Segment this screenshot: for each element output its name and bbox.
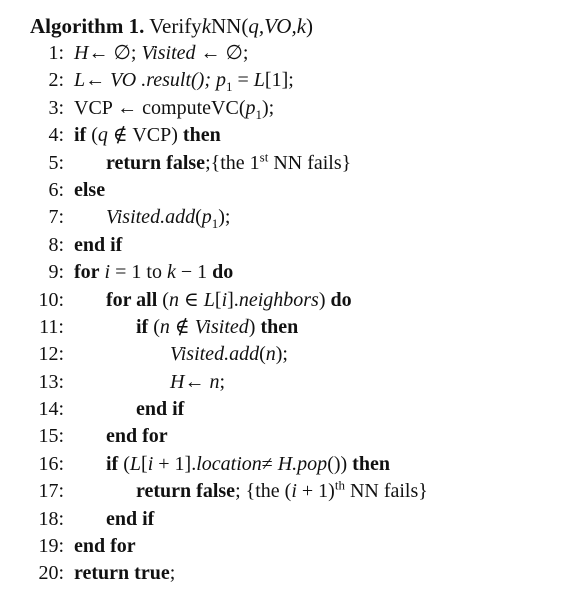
code-token: th bbox=[334, 477, 345, 493]
algorithm-line bbox=[30, 451, 560, 478]
line-code bbox=[106, 423, 168, 450]
algorithm-line bbox=[30, 478, 560, 505]
algorithm-line bbox=[30, 122, 560, 149]
code-token: 1 bbox=[211, 216, 219, 232]
code-token: else bbox=[74, 178, 106, 201]
code-token: p bbox=[216, 69, 226, 92]
code-token: H bbox=[170, 370, 185, 393]
code-token: 1 bbox=[226, 79, 233, 95]
code-token: [ bbox=[141, 452, 148, 475]
line-number: 13: bbox=[38, 370, 64, 393]
algorithm-line bbox=[30, 259, 560, 286]
line-code bbox=[136, 396, 184, 423]
code-token: ( bbox=[259, 343, 266, 366]
line-code bbox=[74, 533, 136, 560]
code-token: if bbox=[106, 452, 119, 475]
code-token: [1]; bbox=[264, 69, 294, 92]
code-token: (); bbox=[191, 69, 216, 92]
algorithm-line bbox=[30, 396, 560, 423]
line-number: 5: bbox=[48, 151, 64, 174]
line-code bbox=[74, 40, 248, 67]
code-token: end for bbox=[106, 425, 168, 448]
line-number: 7: bbox=[48, 206, 64, 229]
line-number: 20: bbox=[38, 562, 64, 585]
code-token: ; bbox=[219, 370, 226, 393]
code-token: st bbox=[259, 148, 269, 164]
code-token: ()) bbox=[327, 452, 353, 475]
code-token: ← ∅; bbox=[88, 42, 142, 64]
code-token: k bbox=[166, 261, 176, 284]
code-token: ;{the 1 bbox=[205, 151, 260, 174]
algorithm-line bbox=[30, 341, 560, 368]
code-token: NN fails} bbox=[344, 480, 428, 503]
line-number: 17: bbox=[38, 480, 64, 503]
code-token: ); bbox=[261, 96, 275, 119]
code-token: end if bbox=[74, 233, 123, 256]
code-token: ∉ VCP) bbox=[107, 124, 183, 147]
algorithm-line bbox=[30, 204, 560, 231]
algorithm-line bbox=[30, 506, 560, 533]
line-code bbox=[106, 150, 351, 177]
code-token: ← ∅; bbox=[195, 42, 249, 64]
code-token: VO .result bbox=[110, 69, 192, 92]
code-token: ← bbox=[85, 69, 111, 92]
algorithm-line bbox=[30, 560, 560, 587]
code-token: L bbox=[74, 69, 86, 92]
code-token: then bbox=[352, 452, 390, 475]
code-token: return false bbox=[106, 151, 206, 174]
code-token: do bbox=[212, 261, 234, 284]
line-number: 2: bbox=[48, 69, 64, 92]
code-token: Visited.add bbox=[170, 343, 260, 366]
line-number: 19: bbox=[38, 535, 64, 558]
code-token: p bbox=[245, 96, 256, 119]
code-token: i bbox=[291, 480, 297, 503]
code-token: then bbox=[260, 315, 299, 338]
line-code bbox=[106, 287, 352, 314]
code-token: [ bbox=[214, 288, 222, 311]
line-code bbox=[136, 314, 298, 341]
code-token: ( bbox=[148, 315, 160, 338]
algorithm-line bbox=[30, 177, 560, 204]
algorithm-line bbox=[30, 67, 560, 94]
code-token: neighbors bbox=[238, 288, 319, 311]
code-token: 1 bbox=[255, 106, 262, 122]
line-code bbox=[74, 95, 274, 122]
line-number: 14: bbox=[38, 398, 64, 421]
code-token: do bbox=[330, 288, 352, 311]
algorithm-line bbox=[30, 423, 560, 450]
code-token: Visited bbox=[141, 42, 196, 64]
code-token: i bbox=[221, 288, 228, 311]
code-token: VCP ← computeVC( bbox=[74, 96, 246, 119]
line-code bbox=[170, 369, 225, 396]
code-token: q bbox=[97, 124, 108, 147]
code-token: i bbox=[104, 261, 111, 284]
code-token: ( bbox=[118, 452, 130, 475]
line-code bbox=[74, 560, 175, 587]
line-code bbox=[106, 506, 154, 533]
line-number: 11: bbox=[39, 315, 64, 338]
line-number: 4: bbox=[48, 124, 64, 147]
line-number: 3: bbox=[48, 96, 64, 119]
code-token: ∉ bbox=[169, 315, 195, 338]
algorithm-line bbox=[30, 40, 560, 67]
code-token: L bbox=[253, 69, 265, 92]
code-token: ∈ bbox=[178, 288, 204, 311]
algorithm-line bbox=[30, 314, 560, 341]
code-token: ; bbox=[169, 562, 176, 585]
algorithm-title bbox=[30, 12, 560, 40]
code-token: if bbox=[74, 124, 87, 147]
code-token: ) bbox=[248, 315, 261, 338]
line-number: 9: bbox=[48, 261, 64, 284]
code-token: H.pop bbox=[277, 452, 328, 475]
line-code bbox=[74, 259, 233, 286]
code-token: return true bbox=[74, 562, 170, 585]
code-token: for bbox=[74, 261, 100, 284]
line-number: 6: bbox=[48, 178, 64, 201]
code-token: end if bbox=[136, 398, 185, 421]
code-token: for all bbox=[106, 288, 158, 311]
line-number: 8: bbox=[48, 233, 64, 256]
line-number: 12: bbox=[38, 343, 64, 366]
line-number: 1: bbox=[48, 42, 64, 64]
line-code bbox=[74, 67, 294, 94]
algorithm-lines bbox=[30, 40, 560, 588]
code-token: = 1 to bbox=[110, 261, 167, 284]
code-token: ≠ bbox=[261, 452, 278, 475]
algorithm-label: Algorithm 1. bbox=[30, 14, 145, 38]
algorithm-line bbox=[30, 95, 560, 122]
code-token: L bbox=[203, 288, 215, 311]
code-token: − 1 bbox=[175, 261, 213, 284]
code-token: = bbox=[232, 69, 254, 92]
algorithm-line bbox=[30, 533, 560, 560]
algorithm-line bbox=[30, 232, 560, 259]
code-token: n bbox=[209, 370, 220, 393]
code-token: NN fails} bbox=[268, 151, 352, 174]
code-token: ← bbox=[184, 370, 210, 393]
line-code bbox=[74, 232, 122, 259]
line-code bbox=[106, 204, 230, 231]
code-token: + 1]. bbox=[153, 452, 197, 475]
code-token: ]. bbox=[227, 288, 239, 311]
code-token: location bbox=[196, 452, 262, 475]
code-token: ( bbox=[157, 288, 169, 311]
code-token: ( bbox=[195, 206, 202, 229]
line-code bbox=[74, 177, 105, 204]
line-code bbox=[136, 478, 428, 505]
code-token: p bbox=[201, 206, 212, 229]
algorithm-line bbox=[30, 150, 560, 177]
code-token: Visited.add bbox=[106, 206, 196, 229]
code-token: then bbox=[182, 124, 221, 147]
line-number: 16: bbox=[38, 452, 64, 475]
line-number: 10: bbox=[38, 288, 64, 311]
line-code bbox=[74, 122, 221, 149]
algorithm-name: VerifykNN(q,VO,k) bbox=[149, 14, 314, 38]
code-token: + 1) bbox=[296, 480, 335, 503]
algorithm-block bbox=[30, 12, 560, 588]
code-token: Visited bbox=[194, 315, 249, 338]
code-token: L bbox=[129, 452, 142, 475]
code-token: ); bbox=[275, 343, 288, 366]
code-token: ( bbox=[86, 124, 98, 147]
code-token: ) bbox=[318, 288, 331, 311]
code-token: ); bbox=[218, 206, 231, 229]
line-number: 15: bbox=[38, 425, 64, 448]
code-token: return false bbox=[136, 480, 236, 503]
line-code bbox=[106, 451, 390, 478]
code-token: n bbox=[159, 315, 170, 338]
code-token: ; {the ( bbox=[235, 480, 292, 503]
line-number: 18: bbox=[38, 507, 64, 530]
algorithm-line bbox=[30, 287, 560, 314]
code-token: i bbox=[147, 452, 154, 475]
code-token: end if bbox=[106, 507, 155, 530]
code-token: if bbox=[136, 315, 149, 338]
line-code bbox=[170, 341, 288, 368]
code-token: H bbox=[74, 42, 89, 64]
algorithm-line bbox=[30, 369, 560, 396]
code-token: n bbox=[168, 288, 179, 311]
code-token: end for bbox=[74, 535, 136, 558]
code-token: n bbox=[265, 343, 276, 366]
